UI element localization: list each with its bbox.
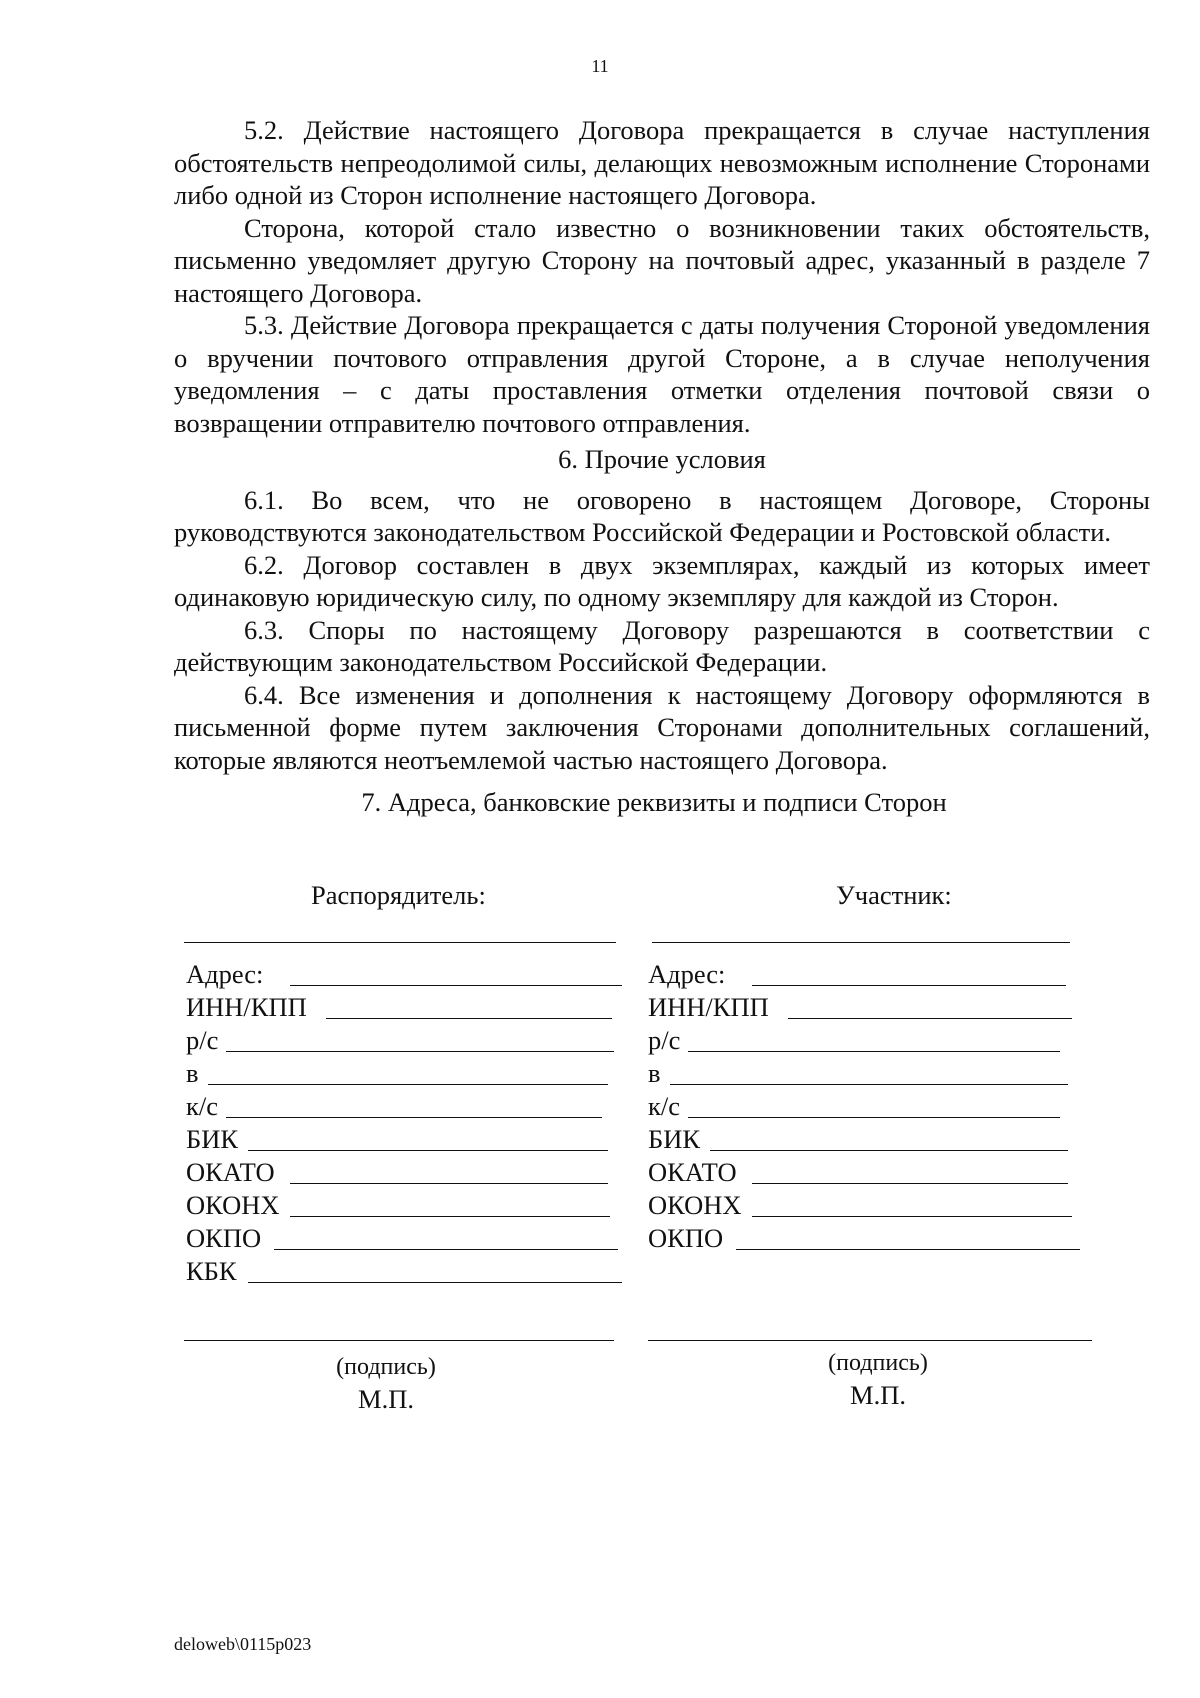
paragraph-5-3: 5.3. Действие Договора прекращается с даты получения Стороной уведомления о вручении почтового отправления другой Стороне, а в случае неполучения уведомления – с даты проставления отметки отделения почтовой связи о возвращении отправителю почтового отправления.: [174, 310, 1150, 438]
right-field-bik: БИК: [648, 1123, 1068, 1155]
left-field-okpo: ОКПО: [186, 1222, 618, 1254]
left-field-account: р/с: [186, 1024, 614, 1056]
left-field-address: Адрес:: [186, 958, 622, 990]
right-field-bank: в: [648, 1057, 1068, 1089]
left-stamp-mark: М.П.: [358, 1384, 414, 1414]
right-signature-line: [648, 1340, 1092, 1341]
right-field-okonh: ОКОНХ: [648, 1189, 1072, 1221]
section-7-title: 7. Адреса, банковские реквизиты и подписи Сторон: [361, 787, 947, 817]
left-field-bik: БИК: [186, 1123, 608, 1155]
paragraph-6-2: 6.2. Договор составлен в двух экземплярах, каждый из которых имеет одинаковую юридическую силу, по одному экземпляру для каждой из Сторон.: [174, 549, 1150, 612]
paragraph-6-3: 6.3. Споры по настоящему Договору разрешаются в соответствии с действующим законодательством Российской Федерации.: [174, 614, 1150, 677]
document-footer-code: deloweb\0115p023: [174, 1634, 312, 1654]
section-6-title: 6. Прочие условия: [558, 444, 766, 474]
page-number: 11: [591, 56, 609, 76]
paragraph-6-1: 6.1. Во всем, что не оговорено в настоящем Договоре, Стороны руководствуются законодательством Российской Федерации и Ростовской области.: [174, 484, 1150, 547]
right-party-name-line: [652, 942, 1070, 943]
left-party-heading: Распорядитель:: [311, 880, 486, 910]
paragraph-6-4: 6.4. Все изменения и дополнения к настоящему Договору оформляются в письменной форме путем заключения Сторонами дополнительных соглашений, которые являются неотъемлемой частью настоящего Договора.: [174, 679, 1150, 775]
left-field-corr-account: к/с: [186, 1090, 602, 1122]
left-field-inn-kpp: ИНН/КПП: [186, 991, 612, 1023]
right-field-okpo: ОКПО: [648, 1222, 1080, 1254]
right-field-corr-account: к/с: [648, 1090, 1060, 1122]
right-field-address: Адрес:: [648, 958, 1066, 990]
right-field-inn-kpp: ИНН/КПП: [648, 991, 1072, 1023]
right-party-heading: Участник:: [836, 880, 952, 910]
paragraph-5-2: 5.2. Действие настоящего Договора прекращается в случае наступления обстоятельств непреодолимой силы, делающих невозможным исполнение Сторонами либо одной из Сторон исполнение настоящего Договора.: [174, 115, 1150, 210]
left-party-name-line: [184, 942, 616, 943]
paragraph-5-2-notice: Сторона, которой стало известно о возникновении таких обстоятельств, письменно уведомляет другую Сторону на почтовый адрес, указанный в разделе 7 настоящего Договора.: [174, 212, 1150, 308]
left-field-okonh: ОКОНХ: [186, 1189, 610, 1221]
left-signature-line: [184, 1340, 614, 1341]
left-field-okato: ОКАТО: [186, 1156, 608, 1188]
left-field-kbk: КБК: [186, 1255, 622, 1287]
left-signature-caption: (подпись): [336, 1354, 436, 1380]
right-stamp-mark: М.П.: [850, 1380, 906, 1410]
contract-body: [174, 114, 1150, 827]
left-field-bank: в: [186, 1057, 608, 1089]
right-signature-caption: (подпись): [828, 1350, 928, 1376]
right-field-okato: ОКАТО: [648, 1156, 1068, 1188]
right-field-account: р/с: [648, 1024, 1060, 1056]
